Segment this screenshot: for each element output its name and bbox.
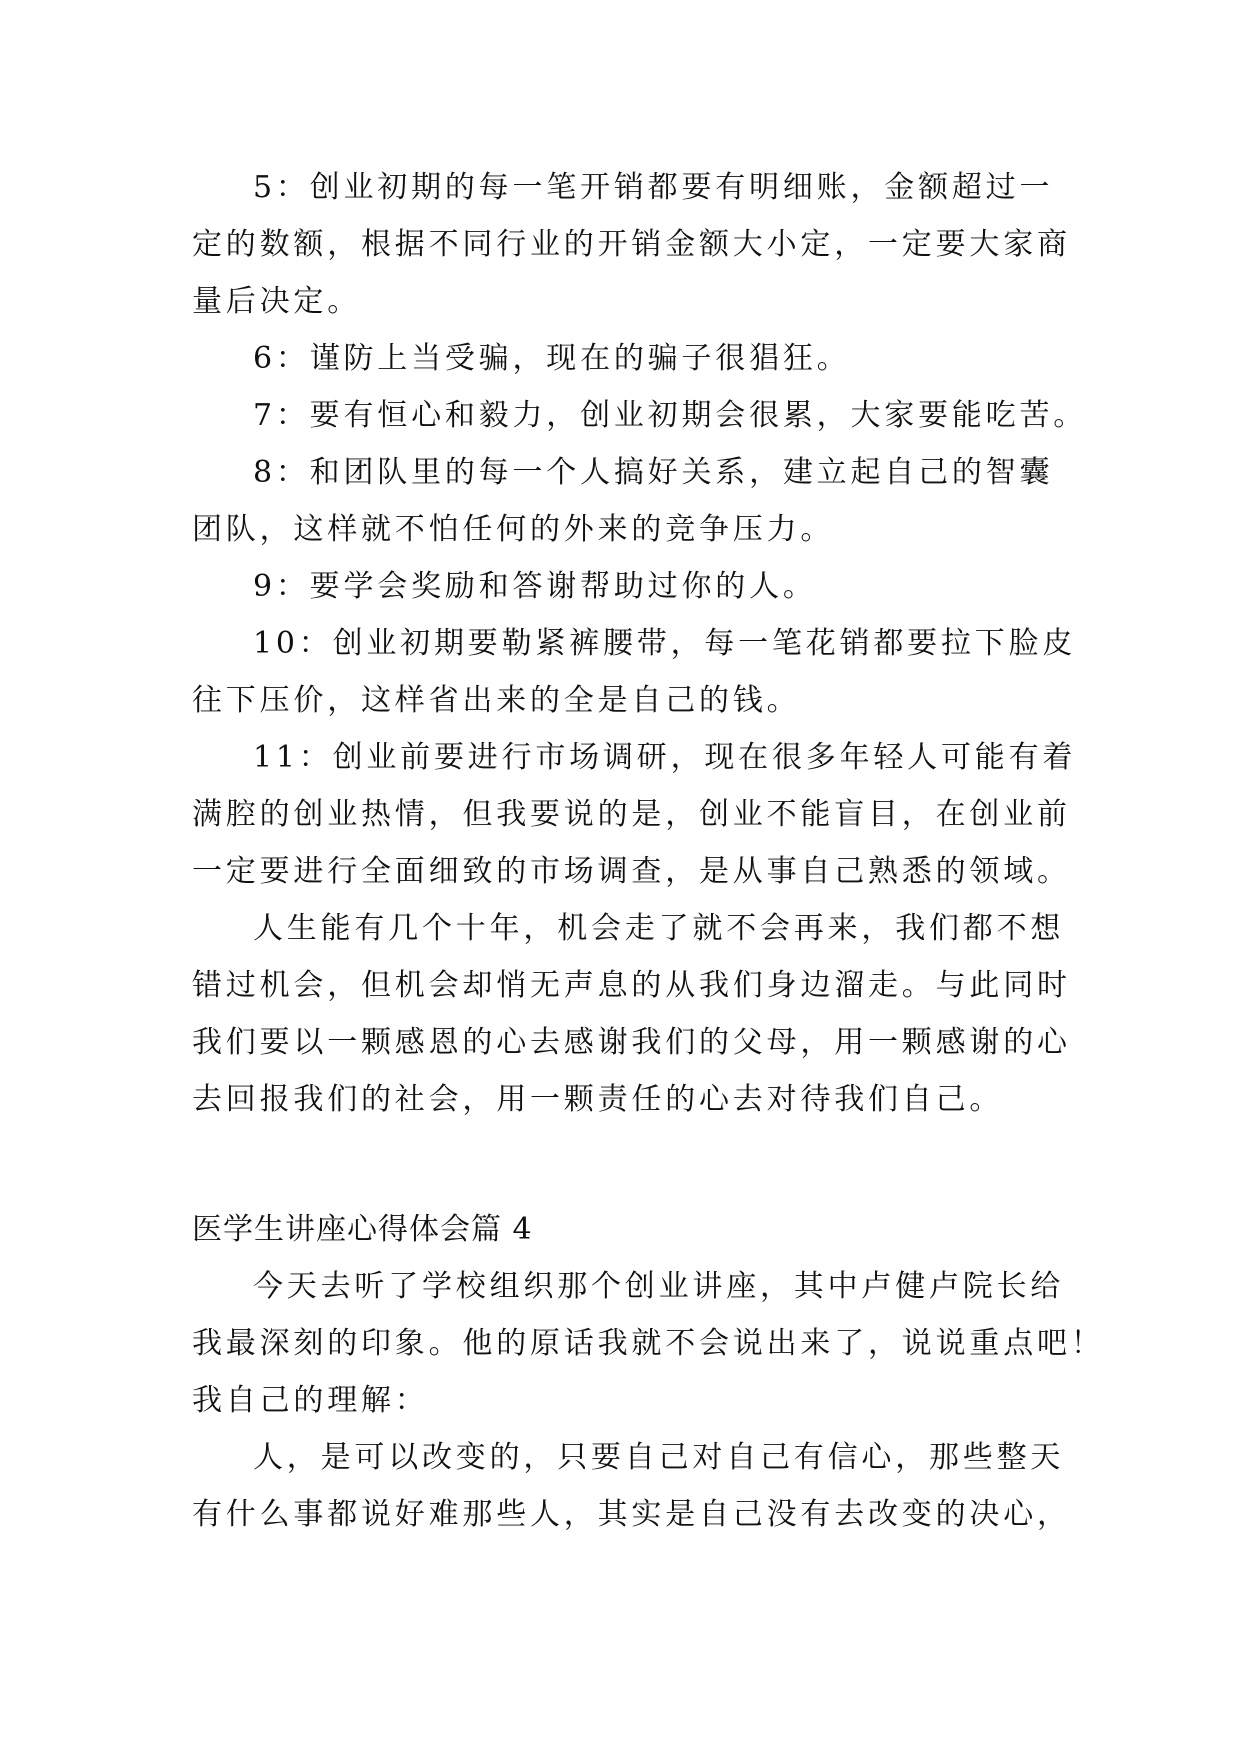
text-line: 5：创业初期的每一笔开销都要有明细账，金额超过一 bbox=[253, 170, 1054, 205]
text-line: 10：创业初期要勒紧裤腰带，每一笔花销都要拉下脸皮 bbox=[253, 626, 1077, 661]
text-line: 6：谨防上当受骗，现在的骗子很猖狂。 bbox=[253, 341, 851, 376]
text-line: 往下压价，这样省出来的全是自己的钱。 bbox=[192, 683, 801, 718]
text-line: 一定要进行全面细致的市场调查，是从事自己熟悉的领域。 bbox=[192, 854, 1071, 889]
text-line: 7：要有恒心和毅力，创业初期会很累，大家要能吃苦。 bbox=[253, 398, 1088, 433]
text-line: 错过机会，但机会却悄无声息的从我们身边溜走。与此同时 bbox=[192, 968, 1071, 1003]
text-line: 人，是可以改变的，只要自己对自己有信心，那些整天 bbox=[253, 1440, 1065, 1475]
text-line: 满腔的创业热情，但我要说的是，创业不能盲目，在创业前 bbox=[192, 797, 1071, 832]
text-line: 我自己的理解： bbox=[192, 1383, 429, 1418]
text-line: 11：创业前要进行市场调研，现在很多年轻人可能有着 bbox=[253, 740, 1077, 775]
text-line: 8：和团队里的每一个人搞好关系，建立起自己的智囊 bbox=[253, 455, 1054, 490]
text-line: 人生能有几个十年，机会走了就不会再来，我们都不想 bbox=[253, 911, 1065, 946]
text-line: 定的数额，根据不同行业的开销金额大小定，一定要大家商 bbox=[192, 227, 1071, 262]
text-line: 团队，这样就不怕任何的外来的竞争压力。 bbox=[192, 512, 835, 547]
text-line: 有什么事都说好难那些人，其实是自己没有去改变的决心， bbox=[192, 1497, 1071, 1532]
text-line: 今天去听了学校组织那个创业讲座，其中卢健卢院长给 bbox=[253, 1269, 1065, 1304]
text-line: 去回报我们的社会，用一颗责任的心去对待我们自己。 bbox=[192, 1082, 1004, 1117]
section-heading: 医学生讲座心得体会篇 4 bbox=[192, 1212, 533, 1247]
text-line: 9：要学会奖励和答谢帮助过你的人。 bbox=[253, 569, 817, 604]
text-line: 我们要以一颗感恩的心去感谢我们的父母，用一颗感谢的心 bbox=[192, 1025, 1071, 1060]
text-line: 我最深刻的印象。他的原话我就不会说出来了，说说重点吧！ bbox=[192, 1326, 1105, 1361]
text-line: 量后决定。 bbox=[192, 284, 361, 319]
